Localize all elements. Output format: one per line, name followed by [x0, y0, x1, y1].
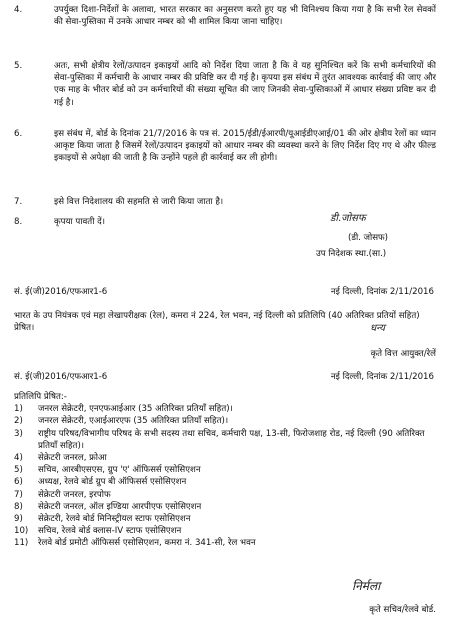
- paragraph-text: कृपया पावती दें।: [54, 217, 105, 227]
- list-item: 11) रेलवे बोर्ड प्रमोटी ऑफिसर्स एसोसिएशन, कमरा नं. 341-सी, रेल भवन: [14, 538, 256, 549]
- paragraph-text: उपर्युक्त दिशा-निर्देशों के अलावा, भारत सरकार का अनुसरण करते हुए यह भी विनिश्चय किया गया है कि सभी रेल सेवकों की सेवा-पुस्तिका में उनके आधार नम्बर को भी शामिल किया जाना चाहिए।: [54, 5, 436, 28]
- memo-date: नई दिल्ली, दिनांक 2/11/2016: [330, 372, 434, 382]
- list-item: 3) राष्ट्रीय परिषद/विभागीय परिषद के सभी सदस्य तथा सचिव, कर्मचारी पक्ष, 13-सी, फिरोजशाह रोड, नई दिल्ली (90 अतिरिक्त प्रतियाँ सहित)।: [14, 428, 425, 451]
- list-item: 10) सचिव, रेलवे बोर्ड क्लास-IV स्टाफ एसोसिएशन: [14, 526, 182, 537]
- signatory-designation: कृते वित्त आयुक्त/रेलें: [370, 349, 436, 359]
- list-item: 2) जनरल सेक्रेटरी, एआईआरएफ (35 अतिरिक्त प्रतियाँ सहित)।: [14, 416, 229, 427]
- paragraph-number: 6.: [14, 129, 23, 139]
- signatory-designation: कृते सचिव/रेलवे बोर्ड.: [369, 605, 436, 615]
- signatory-name: (डी. जोसफ): [348, 233, 389, 243]
- paragraph-5: [14, 60, 436, 109]
- memo-reference: सं. ई(जी)2016/एफआर1-6: [14, 287, 108, 297]
- paragraph-number: 8.: [14, 217, 23, 227]
- copy-heading: प्रतिलिपि प्रेषित:-: [14, 392, 67, 402]
- copy-list: [14, 391, 436, 550]
- paragraph-number: 5.: [14, 61, 23, 71]
- paragraph-4: [14, 4, 436, 28]
- list-item: 9) सेक्रेटरी, रेलवे बोर्ड मिनिस्ट्रीयल स्टाफ एसोसिएशन: [14, 514, 191, 525]
- handwritten-signature: डी.जोसफ: [330, 213, 366, 224]
- list-item: 1) जनरल सेक्रेटरी, एनएफआईआर (35 अतिरिक्त प्रतियाँ सहित)।: [14, 404, 233, 415]
- paragraph-text: इस संबंध में, बोर्ड के दिनांक 21/7/2016 के पत्र सं. 2015/ईडी/ईआरपी/यूआईडीएआई/01 की ओर क्षेत्रीय रेलों का ध्यान आकृष्ट किया जाता है जिसमें रेलों/उत्पादन इकाइयों को आधार नम्बर की व्यवस्था करने के लिए निर्देश दिए गए थे और फील्ड इकाइयों से अपेक्षा की जाती है कि उन्होंने पहले ही कार्रवाई कर ली होगी।: [54, 129, 436, 164]
- signatory-designation: उप निदेशक स्था.(सा.): [316, 249, 387, 259]
- list-item: 7) सेक्रेटरी जनरल, इरपोफ: [14, 489, 111, 500]
- list-item: 5) सचिव, आरबीएसएस, ग्रुप 'ए' ऑफिसर्स एसोसिएशन: [14, 465, 201, 476]
- memo-date: नई दिल्ली, दिनांक 2/11/2016: [330, 287, 434, 297]
- paragraph-number: 7.: [14, 197, 23, 207]
- handwritten-signature: निर्मला: [352, 579, 381, 593]
- paragraph-7: [14, 196, 436, 208]
- handwritten-signature: धन्य: [370, 323, 385, 334]
- copy-forward-text: भारत के उप नियंत्रक एवं महा लेखापरीक्षक (रेल), कमरा नं 224, रेल भवन, नई दिल्ली को प्रतिलिपि (40 अतिरिक्त प्रतियों सहित) प्रेषित।: [14, 311, 420, 334]
- paragraph-6: [14, 128, 436, 165]
- list-item: 8) सेक्रेटरी जनरल, ऑल इण्डिया आरपीएफ एसोसिएशन: [14, 501, 202, 512]
- list-item: 4) सेक्रेटरी जनरल, फ्रोआ: [14, 453, 107, 464]
- list-item: 6) अध्यक्ष, रेलवे बोर्ड ग्रुप बी ऑफिसर्स एसोसिएशन: [14, 477, 187, 488]
- memo-reference: सं. ई(जी)2016/एफआर1-6: [14, 372, 108, 382]
- paragraph-8: [14, 216, 436, 228]
- paragraph-text: इसे वित्त निदेशालय की सहमति से जारी किया जाता है।: [54, 197, 224, 207]
- paragraph-number: 4.: [14, 5, 23, 15]
- paragraph-text: अतः, सभी क्षेत्रीय रेलों/उत्पादन इकाइयों आदि को निर्देश दिया जाता है कि वे यह सुनिश्चित करें कि सभी कर्मचारियों की सेवा-पुस्तिका में कर्मचारी के आधार नम्बर की प्रविष्टि कर दी गई है। कृपया इस संबंध में तुरंत आवश्यक कार्रवाई की जाए और एक माह के भीतर बोर्ड को उन कर्मचारियों की संख्या सूचित की जाए जिनकी सेवा-पुस्तिकाओं में आधार संख्या प्रविष्ट कर दी गई है।: [54, 61, 436, 108]
